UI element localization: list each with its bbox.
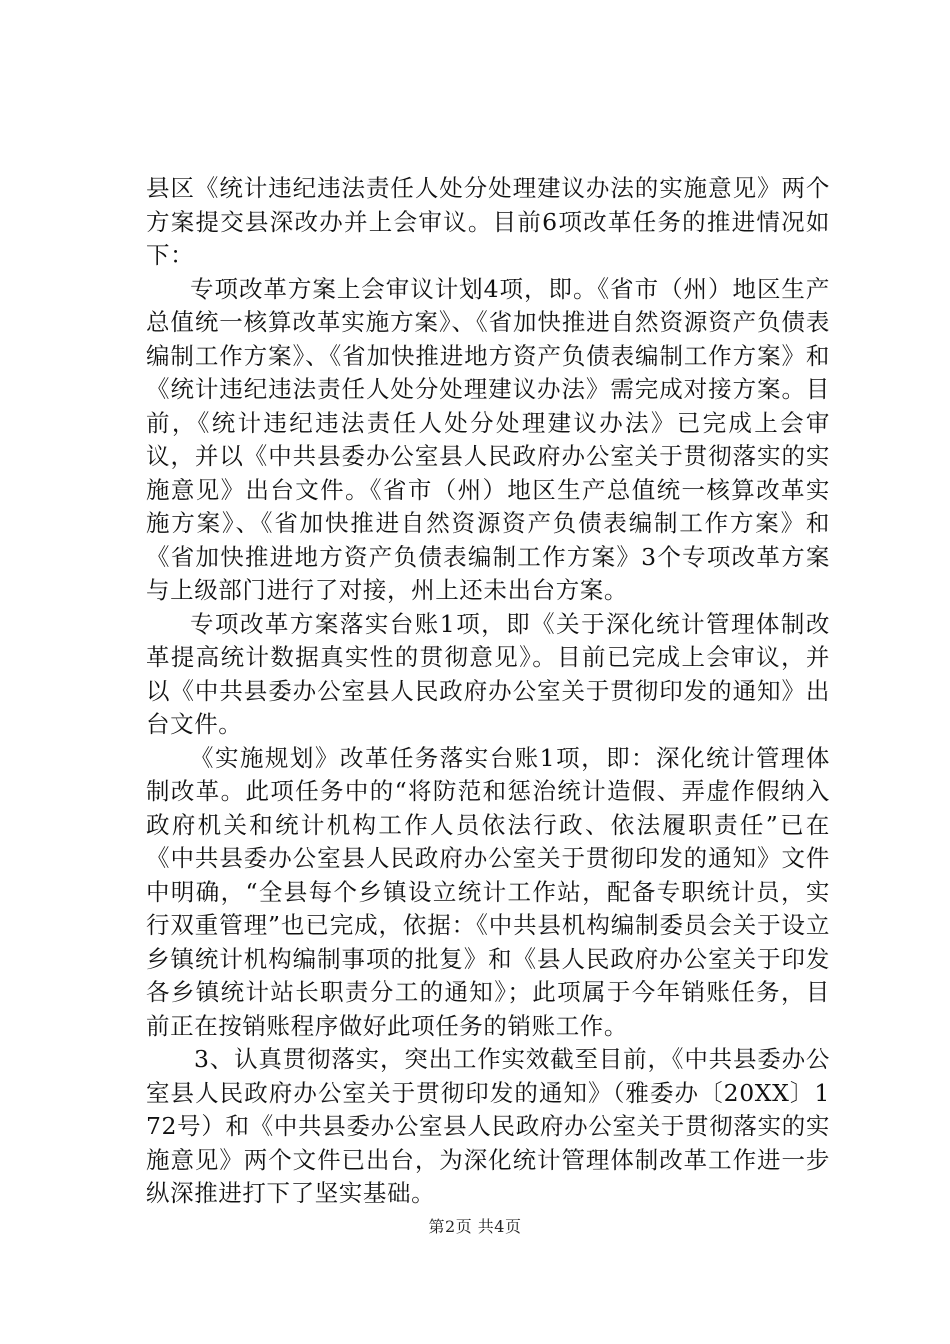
paragraph-continuation: 县区《统计违纪违法责任人处分处理建议办法的实施意见》两个方案提交县深改办并上会审议。目前6项改革任务的推进情况如下：	[146, 174, 830, 269]
paragraph-implementation-results: 3、认真贯彻落实，突出工作实效截至目前，《中共县委办公室县人民政府办公室关于贯彻印发的通知》（雅委办〔20XX〕172号）和《中共县委办公室县人民政府办公室关于贯彻落实的实施意见》两个文件已出台，为深化统计管理体制改革工作进一步纵深推进打下了坚实基础。	[146, 1045, 830, 1207]
document-body	[146, 172, 830, 1211]
paragraph-implementation-ledger: 专项改革方案落实台账1项，即《关于深化统计管理体制改革提高统计数据真实性的贯彻意见》。目前已完成上会审议，并以《中共县委办公室县人民政府办公室关于贯彻印发的通知》出台文件。	[146, 609, 830, 738]
paragraph-planning-tasks: 《实施规划》改革任务落实台账1项，即：深化统计管理体制改革。此项任务中的“将防范和惩治统计造假、弄虚作假纳入政府机关和统计机构工作人员依法行政、依法履职责任”已在《中共县委办公室县人民政府办公室关于贯彻印发的通知》文件中明确，“全县每个乡镇设立统计工作站，配备专职统计员，实行双重管理”也已完成，依据：《中共县机构编制委员会关于设立乡镇统计机构编制事项的批复》和《县人民政府办公室关于印发各乡镇统计站长职责分工的通知》；此项属于今年销账任务，目前正在按销账程序做好此项任务的销账工作。	[146, 743, 830, 1040]
page-number-footer: 第2页 共4页	[428, 1217, 522, 1236]
paragraph-review-plan: 专项改革方案上会审议计划4项，即。《省市（州）地区生产总值统一核算改革实施方案》、《省加快推进自然资源资产负债表编制工作方案》、《省加快推进地方资产负债表编制工作方案》和《统计违纪违法责任人处分处理建议办法》需完成对接方案。目前，《统计违纪违法责任人处分处理建议办法》已完成上会审议，并以《中共县委办公室县人民政府办公室关于贯彻落实的实施意见》出台文件。《省市（州）地区生产总值统一核算改革实施方案》、《省加快推进自然资源资产负债表编制工作方案》和《省加快推进地方资产负债表编制工作方案》3个专项改革方案与上级部门进行了对接，州上还未出台方案。	[146, 274, 830, 604]
